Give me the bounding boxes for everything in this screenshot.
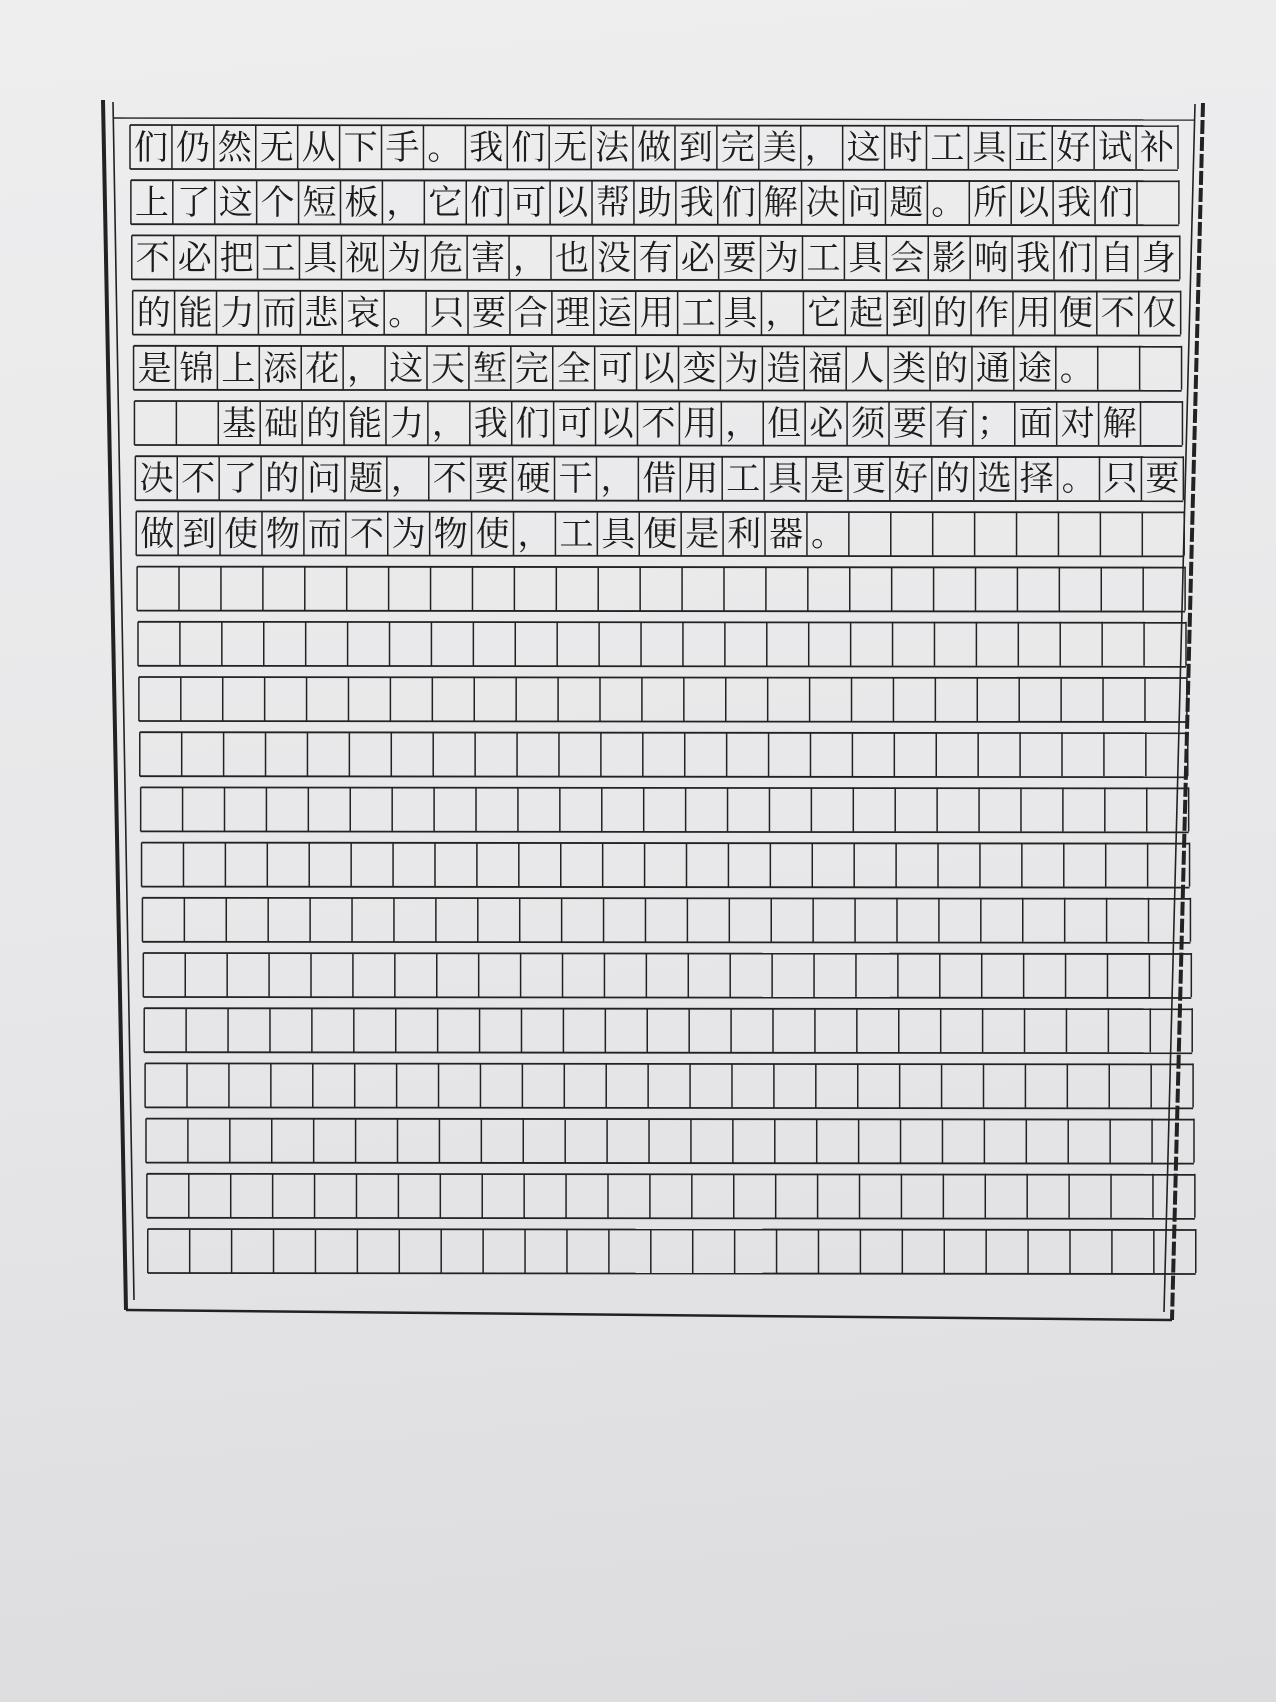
grid-row	[140, 732, 1188, 777]
grid-row	[144, 1008, 1192, 1053]
grid-row	[138, 622, 1186, 667]
frame-top	[113, 118, 1195, 120]
frame-bottom	[126, 1310, 1172, 1320]
essay-line: 的能力而悲哀。只要合理运用工具，它起到的作用便不仅	[136, 293, 1177, 334]
essay-line: 是锦上添花，这天堑完全可以变为造福人类的通途。	[137, 348, 1094, 389]
frame-left-outer	[103, 100, 126, 1310]
essay-line: 决不了的问题，不要硬干，借用工具是更好的选择。只要	[139, 459, 1180, 500]
essay-line: 基础的能力，我们可以不用，但必须要有；面对解	[138, 404, 1137, 444]
grid-row	[141, 787, 1189, 832]
grid-row	[148, 1229, 1196, 1274]
grid-row	[143, 953, 1191, 998]
grid-row	[145, 1063, 1193, 1108]
grid-row	[139, 677, 1187, 722]
grid-row	[147, 1174, 1195, 1219]
essay-line: 做到使物而不为物使，工具便是利器。	[140, 514, 845, 555]
essay-line: 不必把工具视为危害，也没有必要为工具会影响我们自身	[135, 238, 1176, 279]
handwritten-essay-text	[134, 128, 1179, 554]
grid-row	[137, 567, 1185, 612]
essay-line: 上了这个短板，它们可以帮助我们解决问题。所以我们	[134, 183, 1133, 224]
grid-row	[146, 1119, 1194, 1164]
grid-row	[142, 843, 1190, 888]
sheet-frame	[103, 100, 1203, 1320]
essay-line: 们仍然无从下手。我们无法做到完美，这时工具正好试补	[134, 128, 1174, 168]
grid-row	[142, 898, 1190, 943]
frame-right-inner	[1164, 104, 1195, 1312]
